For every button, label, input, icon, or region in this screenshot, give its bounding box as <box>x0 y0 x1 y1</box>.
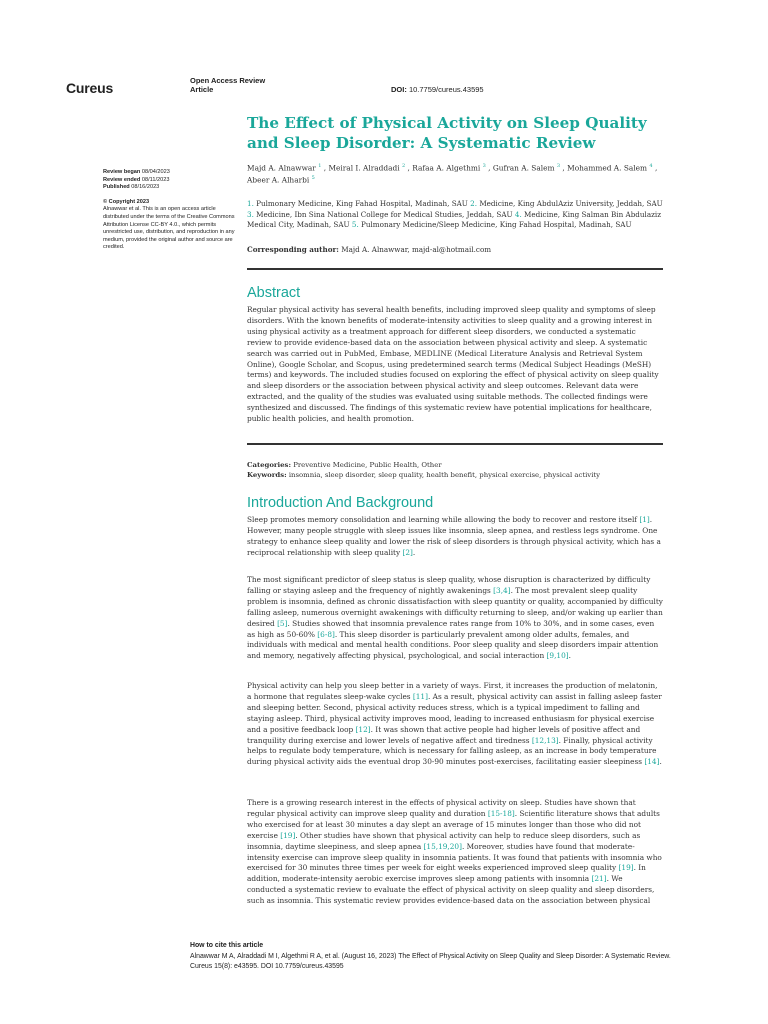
reference-link[interactable]: [19] <box>280 830 296 840</box>
keywords-label: Keywords: <box>247 470 287 479</box>
author-affiliation-link[interactable]: 3 <box>482 163 486 169</box>
reference-link[interactable]: [6-8] <box>317 629 335 639</box>
reference-link[interactable]: [19] <box>618 863 634 873</box>
license-text: Alnawwar et al. This is an open access article distributed under the terms of the Creative Commons Attribution License CC-BY 4.0., which permits unrestricted use, distribution, and reproduction in any medium, provided the original author and source are credited. <box>103 206 235 251</box>
paragraph-text: Sleep promotes memory consolidation and learning while allowing the body to recover and restore itself <box>247 515 640 524</box>
author-affiliation-link[interactable]: 5 <box>311 175 315 182</box>
article-type-line1: Open Access Review <box>190 76 266 85</box>
paragraph-text: . <box>659 757 662 767</box>
paragraph-text: . It was shown that active people had higher levels of positive affect and tranquility during exercise and lower levels of negative affect and tiredness <box>247 724 641 745</box>
review-ended <box>103 177 235 185</box>
reference-link[interactable]: [11] <box>412 691 428 701</box>
copyright <box>103 199 235 207</box>
paragraph-text: . Finally, physical activity helps to regulate body temperature, which is necessary for falling asleep, as an increase in body temperature during physical activity aids the eventual drop 30-90 minutes post-exercises, facilitating easier sleepiness <box>247 735 657 767</box>
published-date: 08/16/2023 <box>131 184 160 191</box>
paragraph-text: . Moreover, studies have found that moderate-intensity exercise can improve sleep quality in insomnia patients. It was found that patients with insomnia who exercised for 30 minutes three times per week for eight weeks experienced improved sleep quality <box>247 841 662 873</box>
published <box>103 184 235 192</box>
keywords-row <box>247 471 663 481</box>
how-to-cite-heading: How to cite this article <box>190 942 264 949</box>
how-to-cite-text: Alnawwar M A, Alraddadi M I, Algethmi R A, et al. (August 16, 2023) The Effect of Physical Activity on Sleep Quality and Sleep Disorder: A Systematic Review. Cureus 15(8): e43595. DOI 10.7759/cureus.43595 <box>190 953 671 970</box>
reference-link[interactable]: [12] <box>355 724 371 734</box>
affiliation-number: 2. <box>470 199 480 208</box>
published-label: Published <box>103 184 130 191</box>
paragraph-text: . This sleep disorder is particularly prevalent among older adults, females, and individuals with medical and mental health conditions. Poor sleep quality and sleep disorders impair attention and memory, negatively affecting physical, psychological, and social interaction <box>247 629 659 661</box>
review-ended-label: Review ended <box>103 176 141 183</box>
paragraph-text: . As a result, physical activity can assist in falling asleep faster and sleeping better. Second, physical activity reduces stress, which is a typical impediment to falling and staying asleep. Third, physical activity improves mood, leading to increased enthusiasm for physical exercise and a positive feedback loop <box>247 691 662 734</box>
paragraph-text: . The most prevalent sleep quality problem is insomnia, defined as chronic dissatisfaction with sleep quantity or quality, accompanied by difficulty falling asleep, numerous overnight awakenings with difficulty returning to sleep, and/or waking up earlier than desired <box>247 585 663 628</box>
author-name: Rafaa A. Algethmi <box>412 163 483 173</box>
intro-paragraph <box>247 515 663 559</box>
author-name: Gufran A. Salem <box>492 163 557 173</box>
review-began-label: Review began <box>103 169 141 175</box>
reference-link[interactable]: [21] <box>591 874 607 884</box>
reference-link[interactable]: [3,4] <box>493 585 511 595</box>
paragraph-text: . We conducted a systematic review to evaluate the effect of physical activity on sleep quality and sleep disorders, such as insomnia. This systematic review provides evidence-based data on the association between physical <box>247 874 655 906</box>
paragraph-text: . Studies showed that insomnia prevalence rates range from 10% to 30%, and in some cases, even as high as 50-60% <box>247 618 655 639</box>
doi <box>391 85 484 94</box>
author-affiliation-link[interactable]: 4 <box>649 163 653 169</box>
reference-link[interactable]: [14] <box>644 757 660 767</box>
doi-link[interactable]: 10.7759/cureus.43595 <box>408 85 484 94</box>
categories-row <box>247 461 663 471</box>
intro-paragraph <box>247 681 663 768</box>
categories-block <box>247 461 663 480</box>
abstract-text: Regular physical activity has several health benefits, including improved sleep quality and symptoms of sleep disorders. With the known benefits of moderate-intensity activities to sleep quality and a growing interest in using physical activity as a treatment approach for different sleep disorders, we conducted a systematic review to provide evidence-based data on the association between physical activity and sleep. A systematic search was carried out in PubMed, Embase, MEDLINE (Medical Literature Analysis and Retrieval System Online), Google Scholar, and Scopus, using predetermined search terms (Medical Subject Headings (MeSH) terms) and keywords. The included studies focused on exploring the effect of physical activity on sleep quality and sleep disorders or the association between physical activity and sleep outcomes. Relevant data were extracted, and the quality of the studies was evaluated using suitable methods. The collected findings were synthesized and discussed. The findings of this systematic review have potential implications for healthcare, public health policies, and health promotion. <box>247 305 659 424</box>
affiliation-text: Medicine, Ibn Sina National College for Medical Studies, Jeddah, SAU <box>256 209 515 219</box>
affiliation-text: Medicine, King Salman Bin Abdulaziz Medical City, Madinah, SAU <box>247 209 661 229</box>
reference-link[interactable]: [1] <box>639 515 650 524</box>
paragraph-text: . In addition, moderate-intensity aerobic exercise improves sleep among patients with insomnia <box>247 863 646 884</box>
categories-label: Categories: <box>247 461 291 469</box>
reference-link[interactable]: [15-18] <box>487 808 515 818</box>
review-began <box>103 169 235 177</box>
author-affiliation-link[interactable]: 3 <box>556 163 561 169</box>
intro-paragraph <box>247 798 663 907</box>
affiliation-number: 3. <box>247 209 257 219</box>
corresponding-label: Corresponding author: <box>247 245 339 254</box>
reference-link[interactable]: [15,19,20] <box>423 841 462 851</box>
publication-sidebar <box>103 169 235 252</box>
reference-link[interactable]: [9,10] <box>546 651 569 661</box>
paragraph-text: . Scientific literature shows that adults who exercised for at least 30 minutes a day slept an average of 15 minutes longer than those who did not exercise <box>247 808 660 840</box>
affiliation-number: 4. <box>514 209 525 219</box>
affiliation-text: Pulmonary Medicine, King Fahad Hospital, Madinah, SAU <box>256 199 471 208</box>
affiliation-text: Medicine, King AbdulAziz University, Jeddah, SAU <box>479 199 663 208</box>
cureus-logo[interactable]: Cureus <box>66 80 114 96</box>
review-began-date: 08/04/2023 <box>141 169 170 175</box>
affiliation-list <box>247 199 663 231</box>
divider-bottom <box>247 443 663 445</box>
author-name: Majd A. Alnawwar <box>247 163 319 173</box>
author-name: Abeer A. Alharbi <box>247 175 312 185</box>
author-list: Majd A. Alnawwar $^1$ , Meiral I. Alraddadi $^2$ , Rafaa A. Algethmi $^3$ , Gufran A. Salem $^3$ , Mohammed A. Salem $^4$ , Abeer A. Alharbi $^5$ <box>247 163 658 185</box>
doi-label: DOI: <box>391 85 407 94</box>
paragraph-text: Physical activity can help you sleep better in a variety of ways. First, it increases the production of melatonin, a hormone that regulates sleep-wake cycles <box>247 681 658 701</box>
paragraph-text: . <box>412 547 416 557</box>
abstract-heading: Abstract <box>247 285 301 301</box>
corresponding-text[interactable]: Majd A. Alnawwar, majd-al@hotmail.com <box>341 245 492 254</box>
reference-link[interactable]: [5] <box>277 618 288 628</box>
paragraph-text: . However, many people struggle with sleep issues like insomnia, sleep apnea, and restless legs syndrome. One strategy to enhance sleep quality and lower the risk of sleep disorders is through physical activity, which has a reciprocal relationship with sleep quality <box>247 515 661 557</box>
paragraph-text: The most significant predictor of sleep status is sleep quality, whose disruption is characterized by difficulty falling or staying asleep and the frequency of nightly awakenings <box>247 575 651 595</box>
author-affiliation-link[interactable]: 1 <box>318 163 322 169</box>
intro-paragraph <box>247 575 663 662</box>
reference-link[interactable]: [12,13] <box>531 735 559 745</box>
article-type <box>190 76 265 94</box>
categories-text: Preventive Medicine, Public Health, Other <box>293 461 442 469</box>
paragraph-text: . <box>568 651 571 661</box>
paragraph-text: There is a growing research interest in the effects of physical activity on sleep. Studies have shown that regular physical activity can improve sleep quality and duration <box>247 798 636 818</box>
copyright-text: © Copyright 2023 <box>103 198 150 205</box>
affiliation-number: 1. <box>247 199 257 208</box>
author-name: Meiral I. Alraddadi <box>328 163 402 173</box>
affiliation-text: Pulmonary Medicine/Sleep Medicine, King Fahad Hospital, Madinah, SAU <box>361 220 632 229</box>
corresponding-author <box>247 245 663 254</box>
keywords-text: insomnia, sleep disorder, sleep quality, health benefit, physical exercise, physical activity <box>288 470 601 479</box>
reference-link[interactable]: [2] <box>402 547 413 557</box>
author-affiliation-link[interactable]: 2 <box>401 163 406 169</box>
paragraph-text: . Other studies have shown that physical activity can help to reduce sleep disorders, such as insomnia, daytime sleepiness, and sleep apnea <box>247 830 641 851</box>
author-name: Mohammed A. Salem <box>567 163 650 173</box>
divider-top <box>247 268 663 270</box>
review-ended-date: 08/11/2023 <box>141 176 170 183</box>
introduction-heading: Introduction And Background <box>247 495 434 511</box>
article-type-line2: Article <box>190 85 214 94</box>
affiliation-number: 5. <box>351 220 362 229</box>
article-title: The Effect of Physical Activity on Sleep Quality and Sleep Disorder: A Systematic Review <box>247 114 647 152</box>
